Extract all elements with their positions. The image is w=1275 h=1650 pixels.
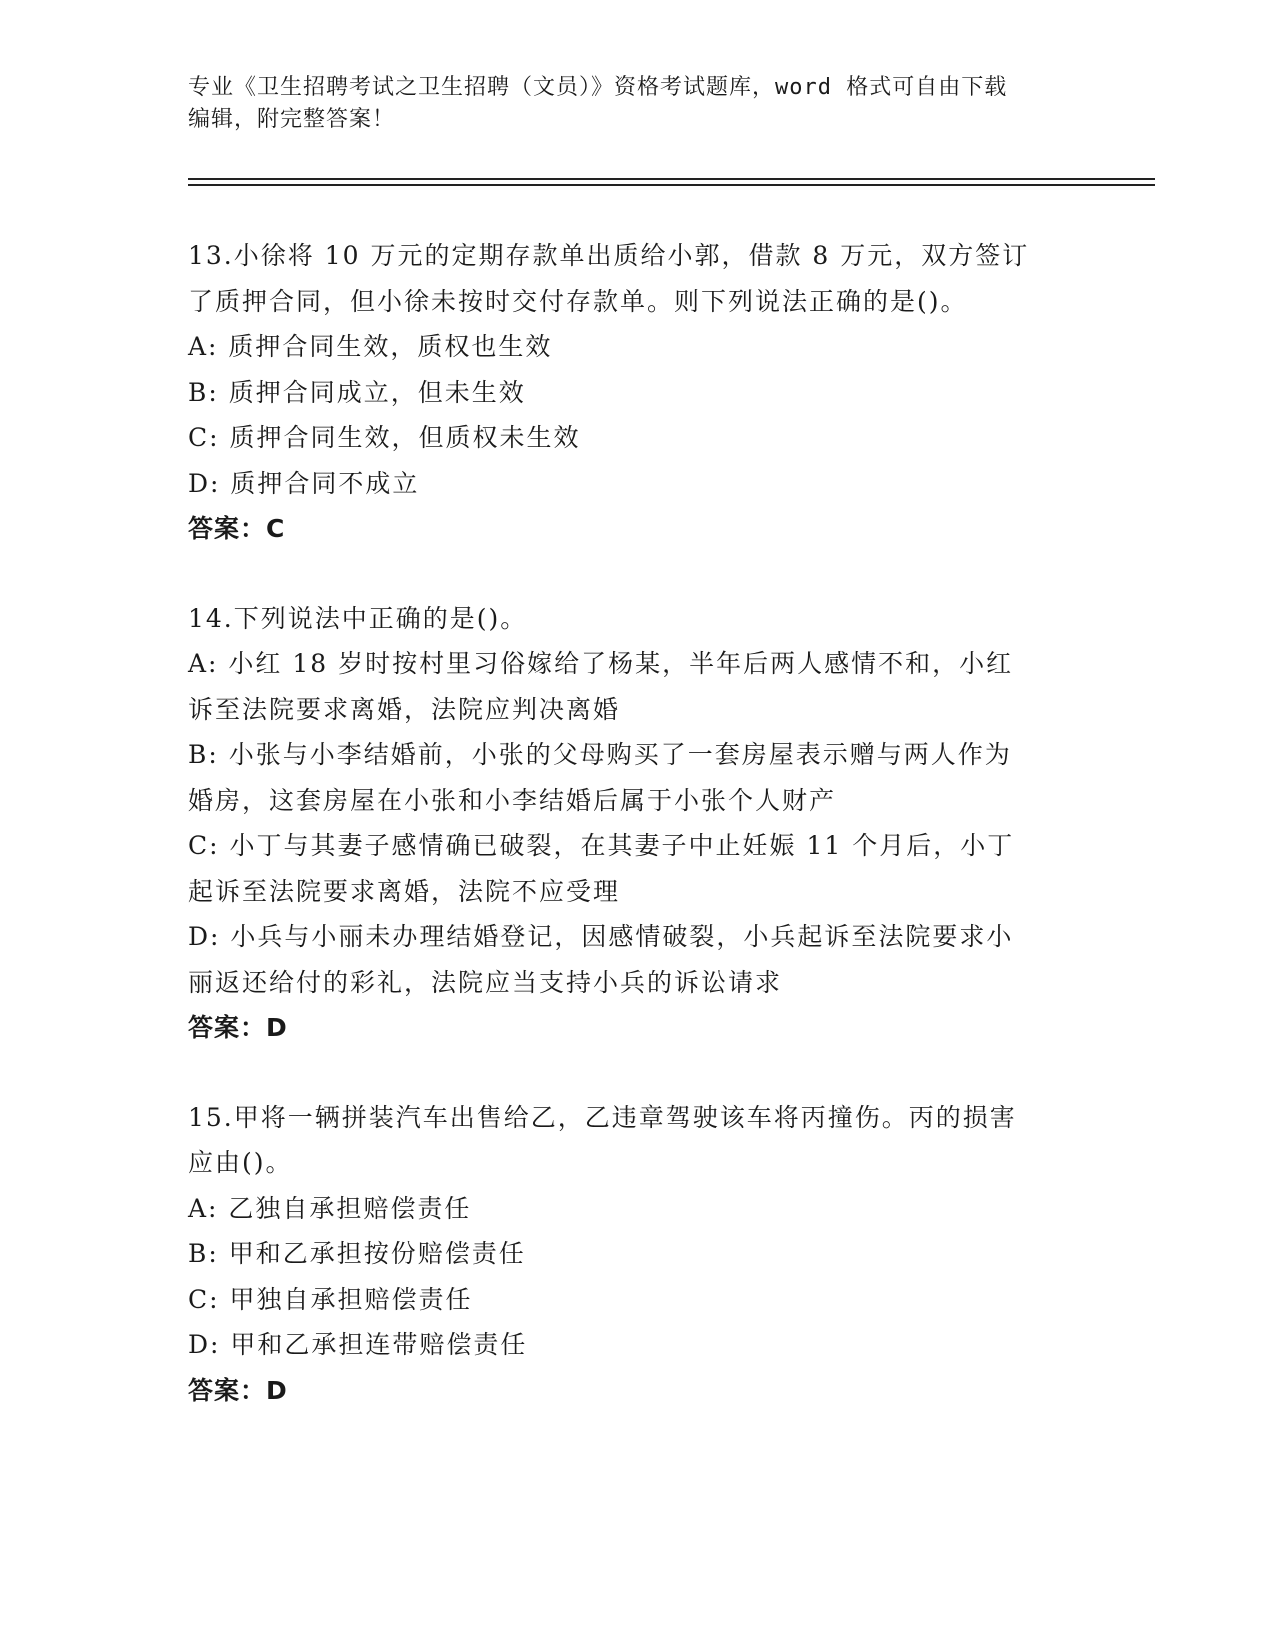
option-b-line-1: B: 小张与小李结婚前，小张的父母购买了一套房屋表示赠与两人作为 (188, 740, 1012, 769)
option-d-line-1: D: 小兵与小丽未办理结婚登记，因感情破裂，小兵起诉至法院要求小 (188, 922, 1014, 951)
option-d: D: 甲和乙承担连带赔偿责任 (188, 1330, 528, 1359)
question-stem-line: 应由()。 (188, 1148, 293, 1177)
option-c: C: 甲独自承担赔偿责任 (188, 1284, 473, 1314)
option-b: B: 甲和乙承担按份赔偿责任 (188, 1239, 526, 1268)
header-divider-bottom (188, 184, 1155, 186)
question-14 (188, 596, 1088, 1051)
header-line-1: 专业《卫生招聘考试之卫生招聘（文员）》资格考试题库，word 格式可自由下载 (188, 75, 1008, 100)
answer-label: 答案：D (188, 1013, 288, 1042)
question-stem-line: 15.甲将一辆拼装汽车出售给乙，乙违章驾驶该车将丙撞伤。丙的损害 (188, 1102, 1017, 1132)
answer-label: 答案：C (188, 514, 286, 543)
option-c-line-1: C: 小丁与其妻子感情确已破裂，在其妻子中止妊娠 11 个月后，小丁 (188, 831, 1015, 860)
header-divider-top (188, 178, 1155, 180)
option-a: A: 质押合同生效，质权也生效 (188, 332, 553, 361)
question-13 (188, 233, 1088, 552)
question-stem-line: 14.下列说法中正确的是()。 (188, 603, 528, 633)
question-list (188, 233, 1088, 1413)
question-15 (188, 1095, 1088, 1414)
option-d-line-2: 丽返还给付的彩礼，法院应当支持小兵的诉讼请求 (188, 967, 783, 997)
header-line-2: 编辑，附完整答案！ (188, 107, 396, 132)
option-c: C: 质押合同生效，但质权未生效 (188, 423, 581, 452)
document-header (188, 72, 1088, 136)
option-b-line-2: 婚房，这套房屋在小张和小李结婚后属于小张个人财产 (188, 785, 837, 815)
option-a: A: 乙独自承担赔偿责任 (188, 1193, 472, 1223)
option-c-line-2: 起诉至法院要求离婚，法院不应受理 (188, 876, 621, 906)
answer-label: 答案：D (188, 1375, 288, 1405)
question-stem-line: 了质押合同，但小徐未按时交付存款单。则下列说法正确的是()。 (188, 286, 968, 316)
option-b: B: 质押合同成立，但未生效 (188, 377, 526, 407)
option-d: D: 质押合同不成立 (188, 468, 420, 498)
option-a-line-2: 诉至法院要求离婚，法院应判决离婚 (188, 694, 621, 724)
option-a-line-1: A: 小红 18 岁时按村里习俗嫁给了杨某，半年后两人感情不和，小红 (188, 649, 1014, 678)
question-stem-line: 13.小徐将 10 万元的定期存款单出质给小郭，借款 8 万元，双方签订 (188, 241, 1030, 270)
